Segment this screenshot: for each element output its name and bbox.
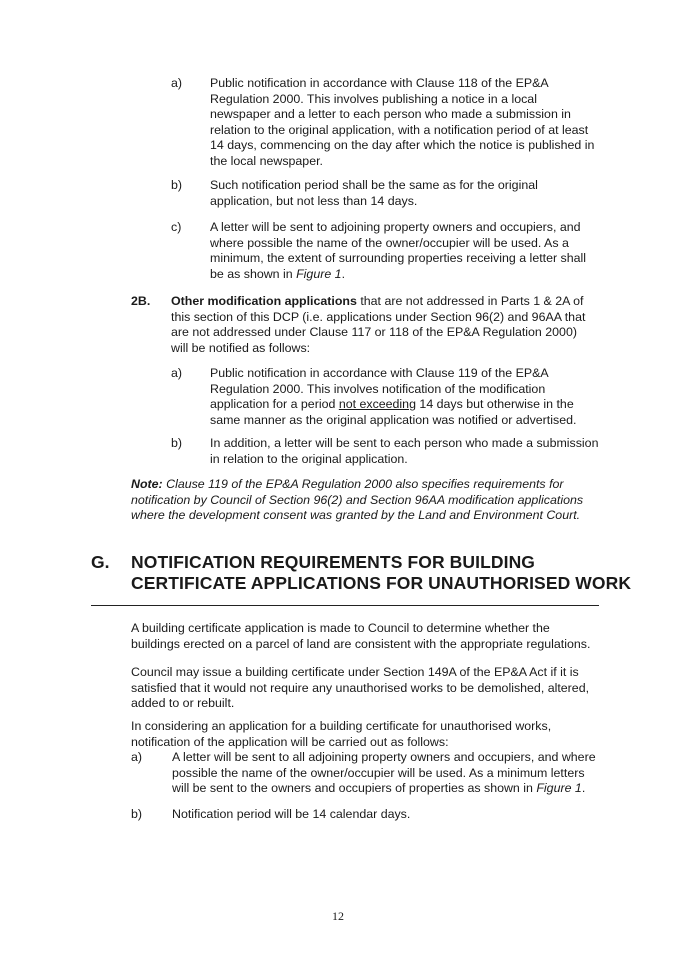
section-heading-bold: Other modification applications	[171, 294, 357, 308]
text-run: that are not addressed in Parts 1 & 2A of	[356, 294, 584, 308]
text-run: application for a period	[210, 397, 339, 412]
list-marker: c)	[171, 220, 182, 234]
text-line	[210, 397, 630, 413]
text-line: where possible the name of the owner/occupier will be used. As a	[210, 235, 569, 250]
text-line: In addition, a letter will be sent to each person who made a submission	[210, 436, 599, 450]
heading-line: CERTIFICATE APPLICATIONS FOR UNAUTHORISED WORK	[131, 573, 632, 593]
list-marker: b)	[171, 178, 183, 192]
list-marker: b)	[171, 436, 183, 450]
list-marker: b)	[131, 807, 143, 821]
text-run: 14 days but otherwise in the	[415, 397, 574, 412]
heading-line: NOTIFICATION REQUIREMENTS FOR BUILDING	[131, 552, 536, 572]
text-line: minimum, the extent of surrounding properties receiving a letter shall	[210, 251, 587, 266]
text-line: Regulation 2000. This involves publishing a notice in a local	[210, 91, 537, 106]
section-letter: G.	[91, 552, 110, 572]
underlined-text: not exceeding	[338, 397, 416, 412]
text-run: will be sent to the owners and occupiers of properties as shown in	[172, 781, 537, 796]
section-number: 2B.	[131, 294, 151, 308]
text-line: are not addressed under Clause 117 or 118 of the EP&A Regulation 2000)	[171, 325, 577, 340]
text-line: added to or rebuilt.	[131, 696, 235, 711]
text-line: possible the name of the owner/occupier will be used. As a minimum letters	[172, 765, 585, 780]
text-line: A letter will be sent to adjoining property owners and occupiers, and	[210, 220, 581, 234]
text-run: Clause 119 of the EP&A Regulation 2000 also specifies requirements for	[162, 477, 564, 491]
paragraph-2	[131, 665, 631, 712]
text-run: be as shown in	[210, 266, 297, 281]
note-paragraph	[131, 477, 631, 524]
text-line	[172, 781, 632, 797]
text-line: Such notification period shall be the same as for the original	[210, 178, 538, 192]
text-line: notification of the application will be carried out as follows:	[131, 734, 449, 749]
page-number: 12	[332, 909, 344, 923]
text-line: A building certificate application is made to Council to determine whether the	[131, 621, 550, 635]
text-line: Regulation 2000. This involves notification of the modification	[210, 381, 546, 396]
text-line: will be notified as follows:	[171, 340, 311, 355]
text-line: the local newspaper.	[210, 153, 323, 168]
text-line: newspaper and a letter to each person who made a submission in	[210, 107, 571, 122]
figure-reference: Figure 1	[536, 781, 582, 796]
text-line	[210, 267, 630, 283]
text-run: .	[581, 781, 586, 796]
text-line: In considering an application for a building certificate for unauthorised works,	[131, 719, 552, 733]
text-line: buildings erected on a parcel of land are consistent with the appropriate regulations.	[131, 636, 591, 651]
text-line: same manner as the original application was notified or advertised.	[210, 412, 577, 427]
text-line	[131, 477, 631, 493]
heading-underline-rule	[91, 605, 599, 606]
text-line: notification by Council of Section 96(2) and Section 96AA modification applications	[131, 492, 584, 507]
figure-reference: Figure 1	[296, 266, 342, 281]
text-line: Notification period will be 14 calendar days.	[172, 807, 411, 821]
list-marker: a)	[131, 750, 143, 764]
text-line: A letter will be sent to all adjoining property owners and occupiers, and where	[172, 750, 596, 764]
text-run: .	[341, 266, 346, 281]
text-line: Public notification in accordance with Clause 119 of the EP&A	[210, 366, 549, 380]
text-line: in relation to the original application.	[210, 451, 408, 466]
text-line: this section of this DCP (i.e. applications under Section 96(2) and 96AA that	[171, 309, 586, 324]
text-line: Public notification in accordance with Clause 118 of the EP&A	[210, 76, 549, 90]
note-label: Note:	[131, 477, 163, 491]
text-line	[171, 294, 631, 310]
list-marker: a)	[171, 366, 183, 380]
text-line: where the development consent was granted by the Land and Environment Court.	[131, 508, 581, 523]
list-marker: a)	[171, 76, 183, 90]
text-line: application, but not less than 14 days.	[210, 193, 418, 208]
text-line: satisfied that it would not require any unauthorised works to be demolished, altered,	[131, 680, 590, 695]
text-line: 14 days, commencing on the day after which the notice is published in	[210, 138, 595, 153]
paragraph-3	[131, 719, 631, 750]
text-line: relation to the original application, with a notification period of at least	[210, 122, 589, 137]
text-line: Council may issue a building certificate under Section 149A of the EP&A Act if it is	[131, 665, 579, 679]
paragraph-1	[131, 621, 631, 652]
